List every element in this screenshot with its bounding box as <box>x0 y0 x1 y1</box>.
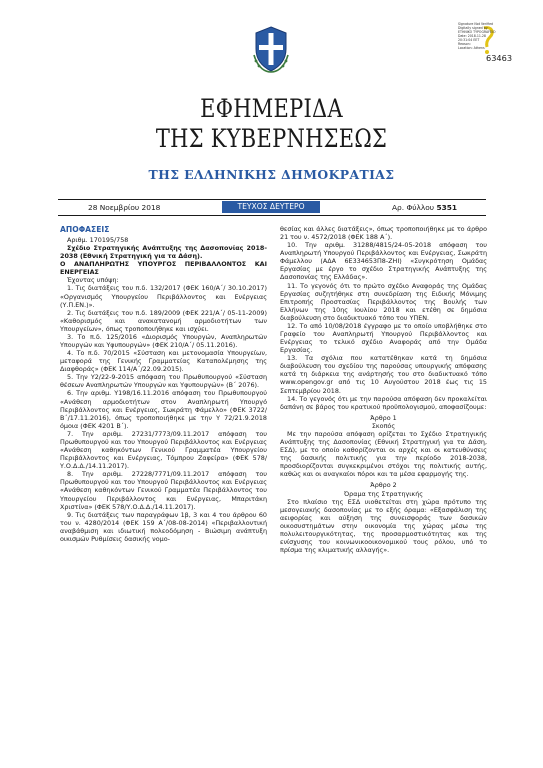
header-divider-bottom <box>58 215 486 216</box>
article-2-text: Στο πλαίσιο της ΕΣΔ υιοθετείται στη χώρα πρότυπο της μεσογειακής δασοπονίας με το εξής όραμα: «Εξασφάλιση της αειφορίας και αύξηση της συνεισφοράς των δασικών οικοσυστημάτων στην οικονομία της χώρας μέσω της πολυλειτουργικότητας, της προσαρμοστικότητας και της ενίσχυσης του κοινωνικοοικονομικού τους ρόλου, υπό το πρίσμα της κλιματικής αλλαγής». <box>280 497 487 555</box>
header-divider-top <box>58 199 486 200</box>
signature-line: Reason: <box>458 42 471 46</box>
recital-item: 7. Την αριθμ. 27231/7773/09.11.2017 απόφαση του Πρωθυπουργού και του Υπουργού Περιβάλλοντος και Ενέργειας «Ανάθεση καθηκόντων Γενικού Γραμματέα Υπουργείου Περιβάλλοντος και Ενέργειας, Τόμπρου Ζαφείρα» (ΦΕΚ 578/Υ.Ο.Δ.Δ./14.11.2017). <box>60 429 267 471</box>
recital-item: 3. Το π.δ. 125/2016 «Διορισμός Υπουργών, Αναπληρωτών Υπουργών και Υφυπουργών» (ΦΕΚ 210/Α΄/ 05.11.2016). <box>60 332 267 350</box>
decision-number: Αριθμ. 170195/758 <box>67 236 129 244</box>
gazette-subtitle: ΤΗΣ ΕΛΛΗΝΙΚΗΣ ΔΗΜΟΚΡΑΤΙΑΣ <box>148 167 395 182</box>
signature-line: Location: Athens <box>458 46 485 50</box>
recital-item: 13. Τα σχόλια που κατατέθηκαν κατά τη δημόσια διαβούλευση του σχεδίου της παρούσας υπουργικής απόφασης κατά τη διάρκεια της ανάρτησής του στο διαδικτυακό τόπο www.opengov.gr από τις 10 Αυγούστου 2018 έως τις 15 Σεπτεμβρίου 2018. <box>280 354 487 395</box>
sheet-label: Αρ. Φύλλου <box>392 203 435 212</box>
signature-line: Signature Not Verified <box>458 22 494 26</box>
recital-item: 11. Το γεγονός ότι το πρώτο σχέδιο Αναφοράς της Ομάδας Εργασίας συζητήθηκε στη συνεδρίαση της Ειδικής Μόνιμης Επιτροπής Προστασίας Περιβάλλοντος της Βουλής των Ελλήνων της 10ης Ιουλίου 2018 και ετέθη σε δημόσια διαβούλευση στο διαδικτυακό τόπο του ΥΠΕΝ. <box>280 281 487 322</box>
greek-coat-of-arms-emblem <box>252 25 290 73</box>
issue-number: 63463 <box>486 53 513 63</box>
recital-item: 2. Τις διατάξεις του π.δ. 189/2009 (ΦΕΚ 221/Α΄/ 05-11-2009) «Καθορισμός και ανακατανομή αρμοδιοτήτων των Υπουργείων», όπως τροποποιήθηκε και ισχύει. <box>60 308 267 333</box>
recital-item: 8. Την αριθμ. 27228/7771/09.11.2017 απόφαση του Πρωθυπουργού και του Υπουργού Περιβάλλοντος και Ενέργειας «Ανάθεση καθηκόντων Γενικού Γραμματέα Περιβάλλοντος του Υπουργείου Περιβάλλοντος και Ενέργειας, Μπαριτάκη Χριστίνα» (ΦΕΚ 578/Υ.Ο.Δ.Δ./14.11.2017). <box>60 470 267 511</box>
signature-line: ETHNIKO TYPOGRAFEIO <box>458 30 496 34</box>
decisions-heading: ΑΠΟΦΑΣΕΙΣ <box>60 225 110 234</box>
gazette-title-line2: ΤΗΣ ΚΥΒΕΡΝΗΣΕΩΣ <box>155 124 388 153</box>
gazette-title-line1: ΕΦΗΜΕΡΙΔΑ <box>200 94 343 123</box>
recital-item: 14. Το γεγονός ότι με την παρούσα απόφαση δεν προκαλείται δαπάνη σε βάρος του κρατικού προϋπολογισμού, αποφασίζουμε: <box>280 394 487 411</box>
article-2-label: Άρθρο 2 <box>370 481 397 490</box>
article-1-text: Με την παρούσα απόφαση ορίζεται το Σχέδιο Στρατηγικής Ανάπτυξης της Δασοπονίας (Εθνική Στρατηγική για τα Δάση, ΕΣΔ), με το οποίο καθορίζονται οι αρχές και οι κατευθύνσεις της δασικής πολιτικής για την περίοδο 2018-2038, προσδιορίζονται συγκεκριμένοι στόχοι της πολιτικής αυτής, καθώς και οι αναγκαίοι πόροι και τα μέσα εφαρμογής της. <box>280 429 487 479</box>
having-regard: Έχοντας υπόψη: <box>67 276 119 285</box>
digital-signature-stamp <box>458 22 498 56</box>
recital-item: 1. Τις διατάξεις του π.δ. 132/2017 (ΦΕΚ 160/Α΄/ 30.10.2017) «Οργανισμός Υπουργείου Περιβάλλοντος και Ενέργειας (Υ.Π.ΕΝ.)». <box>60 284 267 309</box>
sheet-number-value: 5351 <box>436 203 458 212</box>
issuing-authority: Ο ΑΝΑΠΛΗΡΩΤΗΣ ΥΠΟΥΡΓΟΣ ΠΕΡΙΒΑΛΛΟΝΤΟΣ ΚΑΙ ΕΝΕΡΓΕΙΑΣ <box>60 260 267 277</box>
article-1-label: Άρθρο 1 <box>370 413 397 422</box>
recital-item: 9. Τις διατάξεις των παραγράφων 1β, 3 και 4 του άρθρου 60 του ν. 4280/2014 (ΦΕΚ 159 Α΄/08-08-2014) «Περιβαλλοντική αναβάθμιση και ιδιωτική πολεοδόμηση - Βιώσιμη ανάπτυξη οικισμών Ρυθμίσεις δασικής νομο- <box>60 510 267 543</box>
signature-line: Digitally signed by <box>458 26 488 30</box>
issue-date: 28 Νοεμβρίου 2018 <box>88 203 161 212</box>
recital-item: 12. Το από 10/08/2018 έγγραφο με το οποίο υποβλήθηκε στο Γραφείο του Αναπληρωτή Υπουργού Περιβάλλοντος και Ενέργειας το τελικό σχέδιο Αναφοράς από την Ομάδα Εργασίας. <box>280 321 487 355</box>
decision-title: Σχέδιο Στρατηγικής Ανάπτυξης της Δασοπονίας 2018-2038 (Εθνική Στρατηγική για τα Δάση). <box>60 244 267 261</box>
issue-type-banner: ΤΕΥΧΟΣ ΔΕΥΤΕΡΟ <box>222 201 320 213</box>
article-1-title: Σκοπός <box>371 421 396 430</box>
recital-item: 4. Το π.δ. 70/2015 «Σύσταση και μετονομασία Υπουργείων, μεταφορά της Γενικής Γραμματείας Καταπολέμησης της Διαφθοράς» (ΦΕΚ 114/Α΄/22.09.2015). <box>60 349 267 374</box>
recital-continuation: θεσίας και άλλες διατάξεις», όπως τροποποιήθηκε με το άρθρο 21 του ν. 4572/2018 (ΦΕΚ 188 Α΄). <box>280 225 487 242</box>
recital-item: 6. Την αριθμ. Υ198/16.11.2016 απόφαση του Πρωθυπουργού «Ανάθεση αρμοδιοτήτων στον Αναπληρωτή Υπουργό Περιβάλλοντος και Ενέργειας, Σωκράτη Φάμελλο» (ΦΕΚ 3722/Β΄/17.11.2016), όπως τροποποιήθηκε με την Υ 72/21.9.2018 όμοια (ΦΕΚ 4201 Β΄). <box>60 389 267 430</box>
recital-item: 5. Την Υ2/22-9-2015 απόφαση του Πρωθυπουργού «Σύσταση θέσεων Αναπληρωτών Υπουργών και Υφυπουργών» (Β΄ 2076). <box>60 373 267 390</box>
sheet-number <box>392 203 457 212</box>
article-2-title: Όραμα της Στρατηγικής <box>343 489 423 498</box>
right-column <box>280 225 487 554</box>
recital-item: 10. Την αριθμ. 31288/4815/24-05-2018 απόφαση του Αναπληρωτή Υπουργού Περιβάλλοντος και Ενέργειας, Σωκράτη Φάμελλου (ΑΔΑ 6Ε334653Π8-ΖΗΙ) «Συγκρότηση Ομάδας Εργασίας με έργο το σχέδιο Στρατηγικής Ανάπτυξης της Δασοπονίας της Ελλάδας». <box>280 241 487 282</box>
left-column <box>60 225 267 543</box>
signature-line: 20:31:04 EET <box>458 38 480 42</box>
signature-line: Date: 2018.11.28 <box>458 34 486 38</box>
